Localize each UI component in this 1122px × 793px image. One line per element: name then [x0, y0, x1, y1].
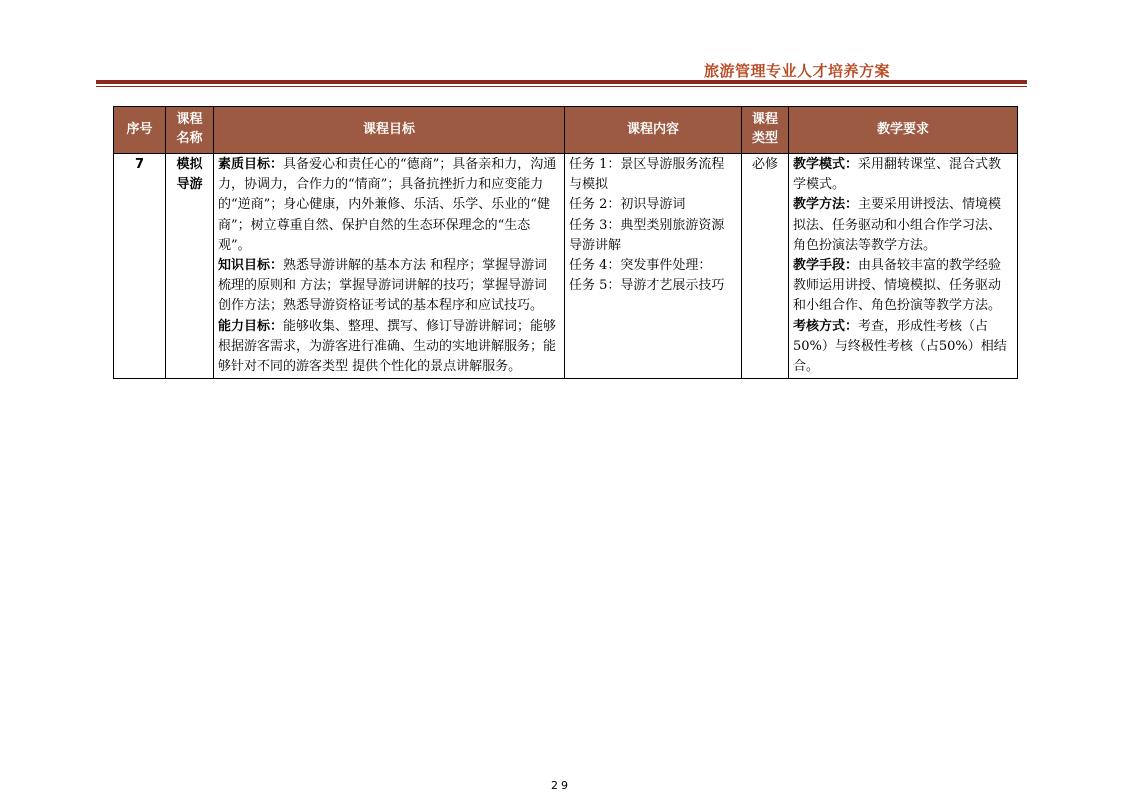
header-no: 序号	[114, 107, 166, 154]
req-mode	[793, 155, 1013, 195]
req-means-label: 教学手段：	[793, 258, 859, 274]
req-method-text: 主要采用讲授法、情境模拟法、任务驱动和小组合作学习法、角色扮演法等教学方法。	[793, 197, 1002, 253]
header-course-type-line2: 类型	[751, 131, 778, 146]
req-means-text: 由具备较丰富的教学经验教师运用讲授、情境模拟、任务驱动和小组合作、角色扮演等教学方法。	[793, 258, 1002, 314]
course-name-line2: 导游	[176, 177, 203, 193]
header-rule-thick	[96, 80, 1027, 84]
req-assessment-label: 考核方式：	[793, 318, 859, 334]
content-task-5: 任务 5：导游才艺展示技巧	[569, 278, 725, 294]
goal-quality	[218, 155, 560, 256]
req-means	[793, 256, 1013, 317]
cell-course-name	[166, 154, 214, 379]
header-course-name	[166, 107, 214, 154]
cell-course-type: 必修	[742, 154, 789, 379]
table-row	[114, 154, 1018, 379]
document-title: 旅游管理专业人才培养方案	[703, 62, 890, 80]
cell-requirements	[789, 154, 1018, 379]
header-requirements: 教学要求	[789, 107, 1018, 154]
content-task-3: 任务 3：典型类别旅游资源导游讲解	[569, 217, 725, 253]
header-goals: 课程目标	[214, 107, 565, 154]
content-task-2: 任务 2：初识导游词	[569, 197, 686, 213]
page-number: 29	[551, 779, 571, 792]
header-content: 课程内容	[565, 107, 742, 154]
req-assessment	[793, 317, 1013, 378]
header-rule-thin	[96, 86, 1027, 87]
goal-quality-label: 素质目标：	[218, 157, 284, 172]
goal-ability	[218, 317, 560, 378]
content-task-4: 任务 4：突发事件处理：	[569, 258, 712, 274]
req-method	[793, 195, 1013, 256]
goal-knowledge	[218, 256, 560, 317]
cell-no: 7	[114, 154, 166, 379]
header-course-type-line1: 课程	[751, 112, 778, 128]
goal-knowledge-label: 知识目标：	[218, 258, 284, 274]
table-header-row	[114, 107, 1018, 154]
req-mode-label: 教学模式：	[793, 157, 859, 172]
req-mode-text: 采用翻转课堂、混合式教学模式。	[793, 157, 1002, 193]
curriculum-table	[113, 106, 1018, 379]
goal-ability-label: 能力目标：	[218, 318, 284, 334]
req-assessment-text: 考查，形成性考核（占50%）与终极性考核（占50%）相结合。	[793, 318, 1007, 375]
course-name-line1: 模拟	[176, 157, 203, 172]
header-course-name-line2: 名称	[176, 131, 203, 146]
header-course-type	[742, 107, 789, 154]
header-course-name-line1: 课程	[176, 112, 203, 128]
req-method-label: 教学方法：	[793, 197, 859, 213]
goal-quality-text: 具备爱心和责任心的“德商”；具备亲和力，沟通力，协调力，合作力的“情商”；具备抗挫折力和应变能力的“逆商”；身心健康，内外兼修、乐活、乐学、乐业的“健商”；树立尊重自然、保护自然的生态环保理念的“生态观”。	[218, 157, 557, 253]
cell-goals	[214, 154, 565, 379]
cell-content	[565, 154, 742, 379]
content-task-1: 任务 1：景区导游服务流程与模拟	[569, 157, 725, 193]
goal-ability-text: 能够收集、整理、撰写、修订导游讲解词；能够根据游客需求，为游客进行准确、生动的实地讲解服务；能够针对不同的游客类型 提供个性化的景点讲解服务。	[218, 318, 557, 375]
goal-knowledge-text: 熟悉导游讲解的基本方法 和程序；掌握导游词梳理的原则和 方法；掌握导游词讲解的技巧；掌握导游词创作方法；熟悉导游资格证考试的基本程序和应试技巧。	[218, 258, 548, 314]
